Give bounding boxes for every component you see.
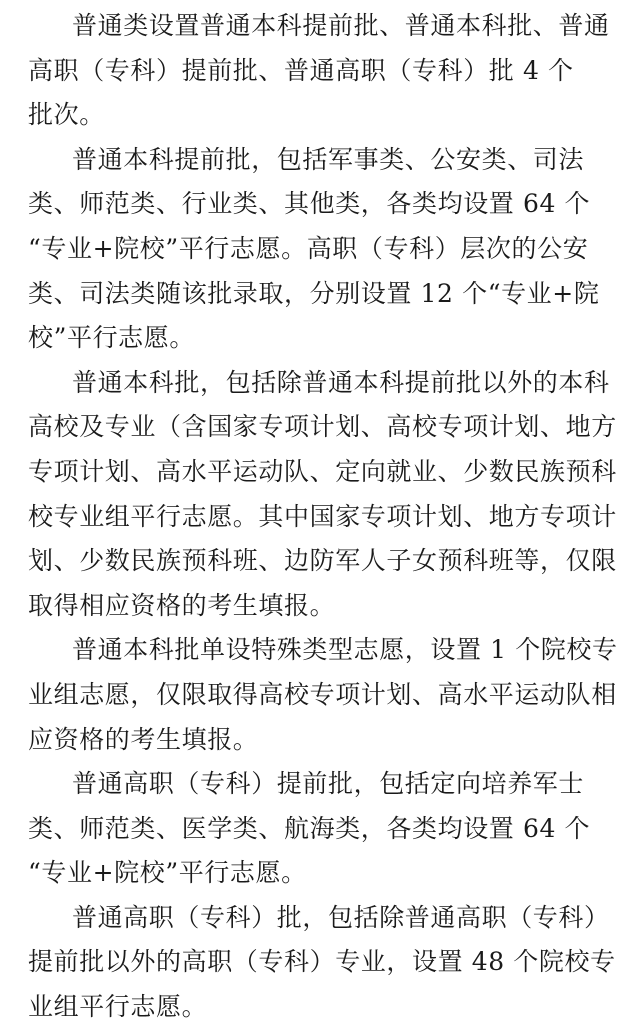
text-line: 业组志愿，仅限取得高校专项计划、高水平运动队相 — [28, 679, 617, 709]
text-line: 划、少数民族预科班、边防军人子女预科班等，仅限 — [28, 546, 617, 576]
text-line: 应资格的考生填报。 — [28, 724, 259, 754]
text-line: 类、师范类、医学类、航海类，各类均设置 64 个 — [28, 813, 591, 843]
text-line: 类、师范类、行业类、其他类，各类均设置 64 个 — [28, 189, 591, 219]
text-line: 普通本科批，包括除普通本科提前批以外的本科 — [72, 367, 610, 397]
text-line: 普通高职（专科）提前批，包括定向培养军士 — [72, 769, 585, 799]
text-line: “专业+院校”平行志愿。 — [28, 858, 307, 888]
paragraph-batches-overview — [28, 4, 612, 138]
text-line: 业组平行志愿。 — [28, 992, 208, 1022]
text-line: 提前批以外的高职（专科）专业，设置 48 个院校专 — [28, 947, 616, 977]
text-line: 普通本科批单设特殊类型志愿，设置 1 个院校专 — [72, 635, 618, 665]
paragraph-vocational-batch — [28, 896, 616, 1030]
text-line: 取得相应资格的考生填报。 — [28, 590, 336, 620]
text-line: 普通高职（专科）批，包括除普通高职（专科） — [72, 902, 610, 932]
paragraph-vocational-early-batch — [28, 762, 612, 896]
text-line: 普通类设置普通本科提前批、普通本科批、普通 — [72, 11, 610, 40]
text-line: 校”平行志愿。 — [28, 323, 195, 353]
text-line: 高校及专业（含国家专项计划、高校专项计划、地方 — [28, 412, 617, 442]
paragraph-undergrad-early-batch — [28, 138, 612, 361]
text-line: 专项计划、高水平运动队、定向就业、少数民族预科 — [28, 456, 617, 486]
text-line: 类、司法类随该批录取，分别设置 12 个“专业+院 — [28, 278, 600, 308]
text-line: 高职（专科）提前批、普通高职（专科）批 4 个 — [28, 55, 574, 85]
paragraph-special-type-volunteer — [28, 628, 618, 762]
paragraph-undergrad-batch — [28, 361, 617, 629]
text-line: 普通本科提前批，包括军事类、公安类、司法 — [72, 144, 585, 174]
text-line: “专业+院校”平行志愿。高职（专科）层次的公安 — [28, 233, 589, 263]
text-line: 校专业组平行志愿。其中国家专项计划、地方专项计 — [28, 501, 617, 531]
text-line: 批次。 — [28, 100, 105, 130]
